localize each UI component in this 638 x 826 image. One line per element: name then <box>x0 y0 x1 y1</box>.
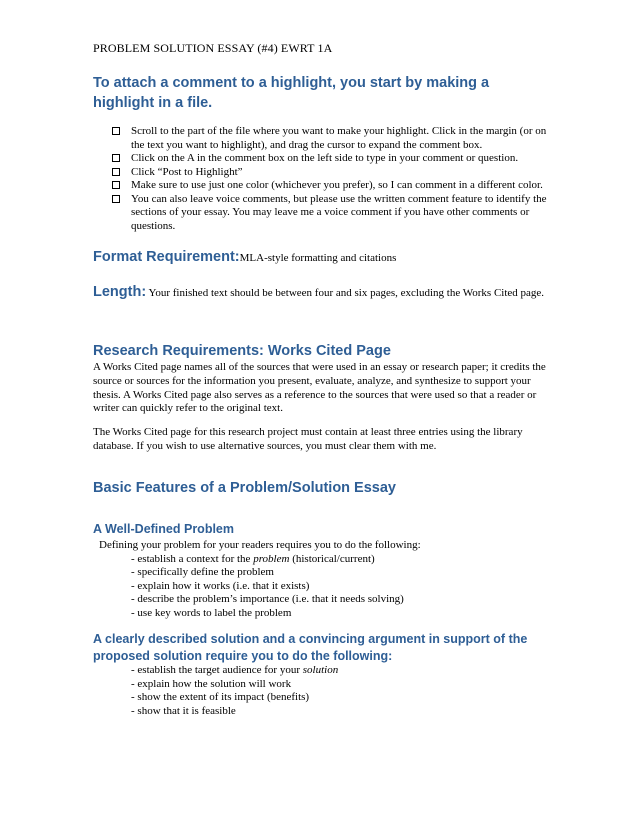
problem-list <box>93 539 553 621</box>
highlight-heading-line1: To attach a comment to a highlight, you start by making a <box>93 75 490 91</box>
research-heading: Research Requirements: Works Cited Page <box>93 343 391 359</box>
list-item: - explain how the solution will work <box>131 677 292 690</box>
checkbox-icon <box>112 195 120 203</box>
list-item: - specifically define the problem <box>131 566 274 579</box>
list-item: Click on the A in the comment box on the left side to type in your comment or question. <box>112 152 552 166</box>
list-item: - show the extent of its impact (benefits) <box>131 691 310 704</box>
checkbox-icon <box>112 127 120 135</box>
research-paragraph-1: A Works Cited page names all of the sources that were used in an essay or research paper; it credits the source or sources for the information you present, evaluate, analyze, and synthesize to support your thesis. A Works Cited page also serves as a reference to the sources that were used so that a reader or writer can quickly refer to the original text. <box>93 361 546 415</box>
solution-list <box>93 664 553 718</box>
list-item: You can also leave voice comments, but please use the written comment feature to identify the sections of your essay. You may leave me a voice comment if you have other comments or questions. <box>112 193 552 234</box>
format-label: Format Requirement: <box>93 249 240 265</box>
solution-heading-line2: proposed solution require you to do the following: <box>93 649 393 663</box>
problem-heading: A Well-Defined Problem <box>93 522 234 536</box>
length-label: Length: <box>93 284 147 300</box>
list-item: - establish the target audience for your solution <box>131 664 339 676</box>
format-text: MLA-style formatting and citations <box>239 252 397 264</box>
checkbox-icon <box>112 181 120 189</box>
problem-intro: Defining your problem for your readers requires you to do the following: <box>99 539 421 551</box>
length-requirement <box>93 286 553 301</box>
checkbox-icon <box>112 154 120 162</box>
checkbox-icon <box>112 168 120 176</box>
list-item: - explain how it works (i.e. that it exists) <box>131 579 310 592</box>
instruction-list <box>112 125 552 233</box>
format-requirement <box>93 249 396 265</box>
list-item: - show that it is feasible <box>131 704 236 717</box>
list-item: Scroll to the part of the file where you want to make your highlight. Click in the margin (or on the text you want to highlight), and drag the cursor to expand the comment box. <box>112 125 552 152</box>
highlight-heading-line2: highlight in a file. <box>93 95 213 111</box>
basic-features-heading: Basic Features of a Problem/Solution Essay <box>93 480 396 496</box>
list-item: - establish a context for the problem (historical/current) <box>131 552 375 565</box>
list-item: Click “Post to Highlight” <box>112 166 552 180</box>
solution-heading <box>93 631 527 665</box>
list-item: - use key words to label the problem <box>131 606 292 619</box>
list-item: - describe the problem’s importance (i.e. that it needs solving) <box>131 593 404 606</box>
highlight-heading <box>93 73 489 113</box>
length-text: Your finished text should be between four and six pages, excluding the Works Cited page. <box>148 287 545 299</box>
list-item: Make sure to use just one color (whichever you prefer), so I can comment in a different color. <box>112 179 552 193</box>
solution-heading-line1: A clearly described solution and a convincing argument in support of the <box>93 632 528 646</box>
research-paragraph-2: The Works Cited page for this research project must contain at least three entries using the library database. If you wish to use alternative sources, you must clear them with me. <box>93 426 523 452</box>
page-header: PROBLEM SOLUTION ESSAY (#4) EWRT 1A <box>93 41 333 55</box>
